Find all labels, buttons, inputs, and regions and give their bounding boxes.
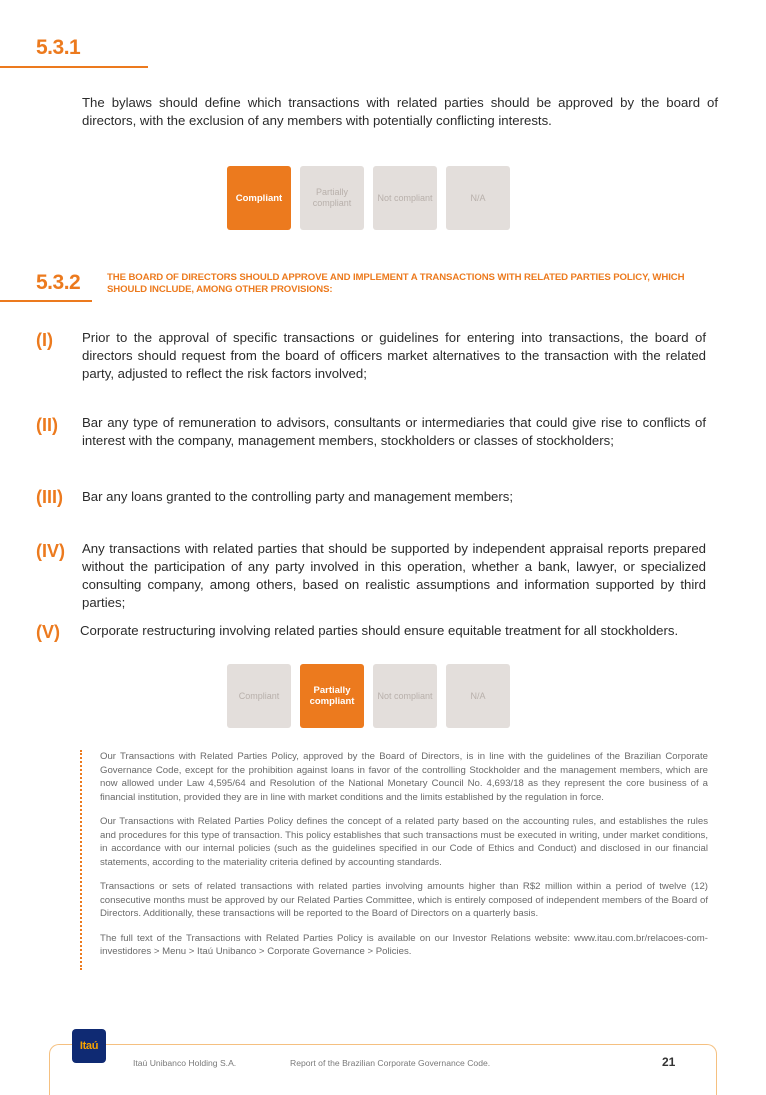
section-531-text: The bylaws should define which transactions with related parties should be approved by the board of directors, with the exclusion of any members with potentially conflicting interests. [82, 95, 718, 128]
comment-paragraph: The full text of the Transactions with Related Parties Policy is available on our Investor Relations website: www.itau.com.br/relacoes-com-investidores > Menu > Itaú Unibanco > Corporate Governance > Policies. [100, 932, 708, 957]
comment-paragraph: Our Transactions with Related Parties Policy defines the concept of a related party based on the accounting rules, and establishes the rules and procedures for this type of transaction. This policy establishes that such transactions must be executed in writing, under market conditions, in accordance with our internal policies (such as the guidelines specified in our Code of Ethics and Conduct) and disclosed in our financial statements, according to the materiality criteria defined by accounting standards. [100, 816, 708, 868]
itau-logo: Itaú [72, 1029, 106, 1063]
item-numeral-5: (V) [36, 622, 60, 642]
status-partially-compliant: Partially compliant [300, 664, 364, 728]
status-na: N/A [446, 166, 510, 230]
section-number-531: 5.3.1 [36, 36, 81, 59]
footer-frame [49, 1044, 717, 1095]
footer-company: Itaú Unibanco Holding S.A. [133, 1058, 237, 1068]
status-not-compliant: Not compliant [373, 166, 437, 230]
item-text-1: Prior to the approval of specific transactions or guidelines for entering into transactions, the board of directors should request from the board of officers market alternatives to the transaction with the related party, adjusted to reflect the risk factors involved; [82, 330, 706, 381]
item-numeral-3: (III) [36, 487, 63, 507]
section-rule-531 [0, 66, 148, 68]
comment-paragraph: Transactions or sets of related transactions with related parties involving amounts higher than R$2 million within a period of twelve (12) consecutive months must be approved by our Related Parties Committee, which is entirely composed of independent members of the Board of Directors. Additionally, these transactions will be reported to the Board of Directors on a quarterly basis. [100, 881, 708, 919]
company-comment [80, 750, 708, 970]
footer-report-title: Report of the Brazilian Corporate Governance Code. [290, 1058, 491, 1068]
status-not-compliant: Not compliant [373, 664, 437, 728]
status-compliant: Compliant [227, 166, 291, 230]
section-532-heading: THE BOARD OF DIRECTORS SHOULD APPROVE AND IMPLEMENT A TRANSACTIONS WITH RELATED PARTIES POLICY, WHICH SHOULD INCLUDE, AMONG OTHER PROVISIONS: [107, 272, 685, 295]
item-numeral-4: (IV) [36, 541, 65, 561]
status-na: N/A [446, 664, 510, 728]
status-compliant: Compliant [227, 664, 291, 728]
compliance-status-531 [227, 166, 510, 230]
item-numeral-2: (II) [36, 415, 58, 435]
item-text-4: Any transactions with related parties that should be supported by independent appraisal reports prepared without the participation of any party involved in this operation, whether a bank, lawyer, or specialized consulting company, among others, based on realistic assumptions and information supported by third parties; [82, 541, 706, 610]
section-rule-532 [0, 300, 92, 302]
compliance-status-532 [227, 664, 510, 728]
item-text-5: Corporate restructuring involving related parties should ensure equitable treatment for all stockholders. [80, 623, 679, 638]
comment-paragraph: Our Transactions with Related Parties Policy, approved by the Board of Directors, is in line with the guidelines of the Brazilian Corporate Governance Code, except for the prohibition against loans in favor of the controlling Stockholder and the management members, which are now allowed under Law 4,595/64 and Resolution of the National Monetary Council No. 4,693/18 as they represent the core business of a financial institution, provided they are in line with market conditions and the limits established by the regulation in force. [100, 751, 708, 803]
item-text-3: Bar any loans granted to the controlling party and management members; [82, 489, 514, 504]
section-number-532: 5.3.2 [36, 271, 81, 294]
item-numeral-1: (I) [36, 330, 53, 350]
item-text-2: Bar any type of remuneration to advisors, consultants or intermediaries that could give rise to conflicts of interest with the company, management members, stockholders or classes of stockholders; [82, 415, 706, 448]
page-number: 21 [662, 1055, 676, 1069]
status-partially-compliant: Partially compliant [300, 166, 364, 230]
